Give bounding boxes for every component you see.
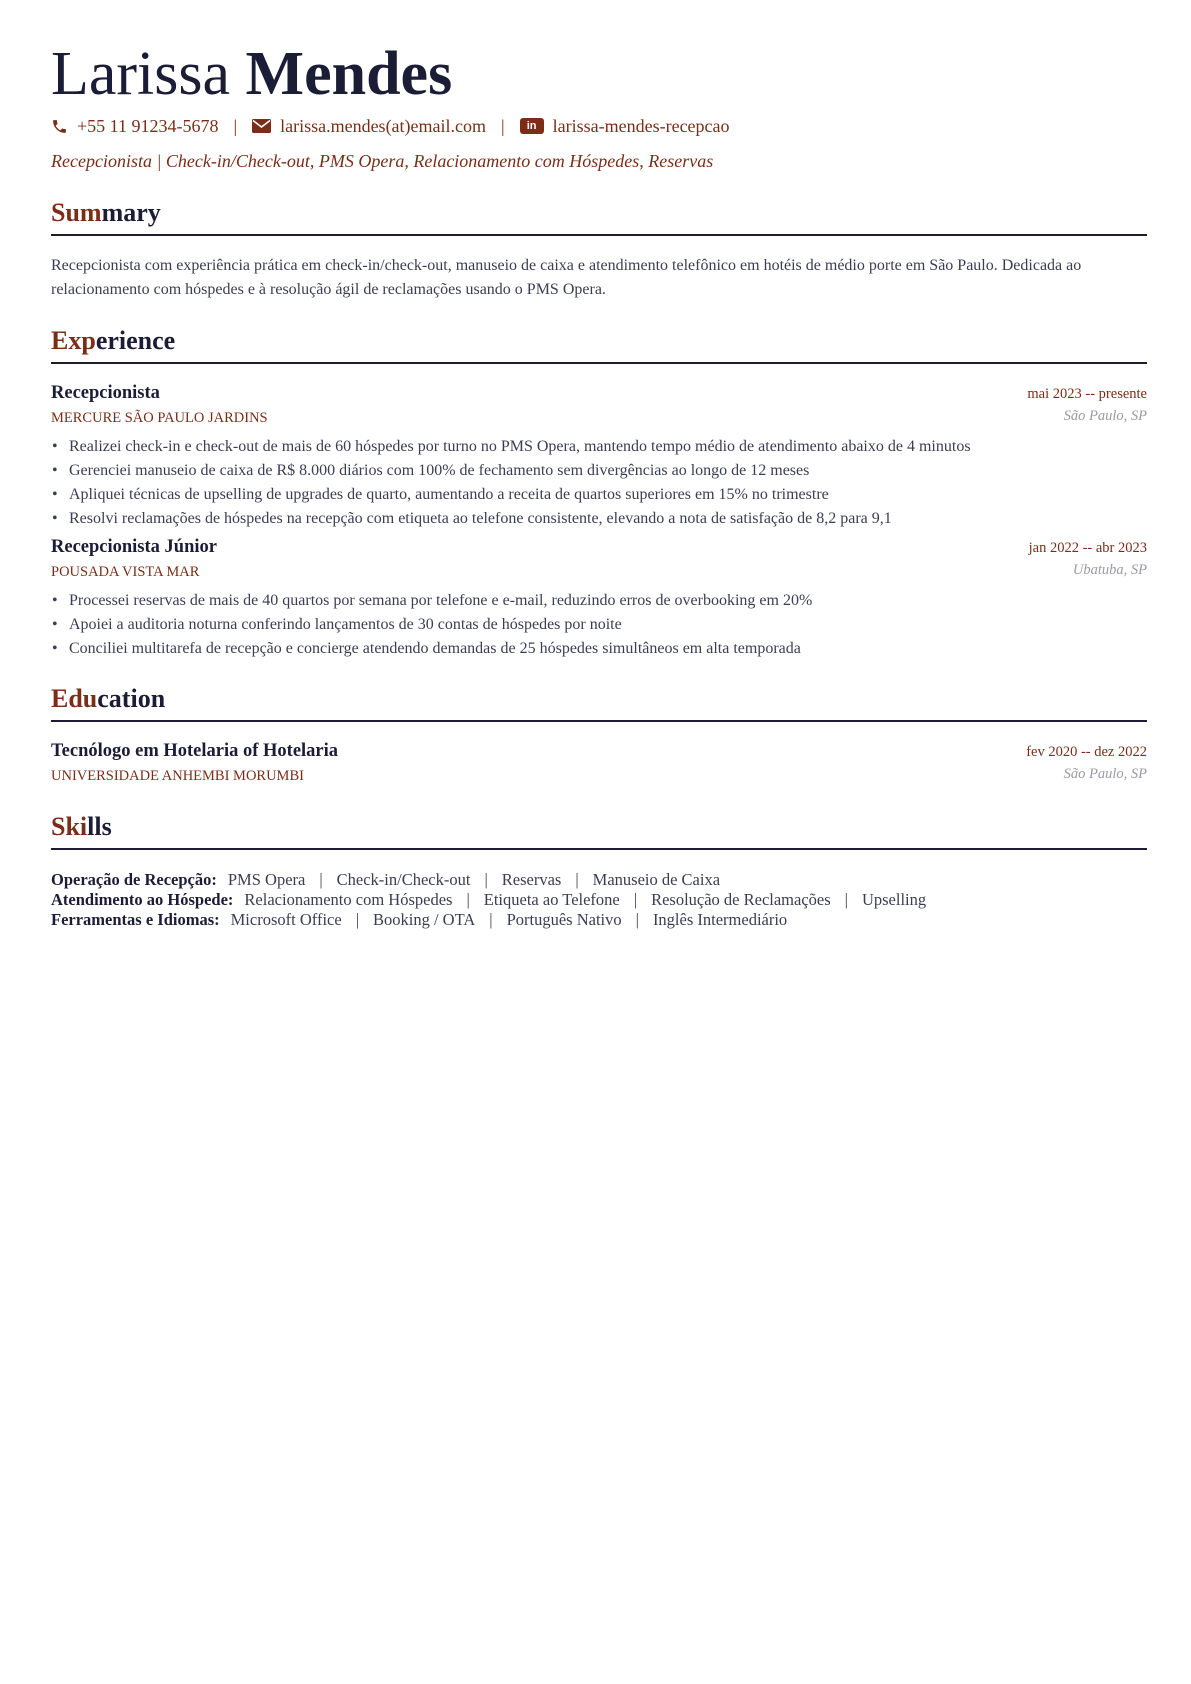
list-item: • Gerenciei manuseio de caixa de R$ 8.000 diários com 100% de fechamento sem divergências ao longo de 12 meses [51,459,1147,483]
skill-item: Português Nativo [506,910,622,929]
skill-item: Check-in/Check-out [336,870,471,889]
skill-item: Reservas [501,870,562,889]
job-dates: mai 2023 -- presente [1027,386,1147,402]
email-contact[interactable] [252,116,486,137]
skill-category: Ferramentas e Idiomas: [51,910,220,929]
list-item: • Apliquei técnicas de upselling de upgrades de quarto, aumentando a receita de quartos superiores em 15% no trimestre [51,483,1147,507]
job-dates: jan 2022 -- abr 2023 [1028,540,1147,556]
headline-tagline: Recepcionista | Check-in/Check-out, PMS Opera, Relacionamento com Hóspedes, Reservas [51,151,714,171]
job-bullets [51,589,1147,661]
list-item: • Conciliei multitarefa de recepção e concierge atendendo demandas de 25 hóspedes simultâneos em alta temporada [51,637,1147,661]
contact-separator: | [501,115,505,136]
list-item: • Resolvi reclamações de hóspedes na recepção com etiqueta ao telefone consistente, elevando a nota de satisfação de 8,2 para 9,1 [51,507,1147,531]
skill-row: Operação de Recepção: PMS Opera | Check-in/Check-out | Reservas | Manuseio de Caixa [51,870,721,889]
skill-row: Atendimento ao Hóspede: Relacionamento com Hóspedes | Etiqueta ao Telefone | Resolução de Reclamações | Upselling [51,890,927,909]
phone-icon [51,118,68,135]
section-title-education: Education [51,682,1147,722]
skill-category: Atendimento ao Hóspede: [51,890,234,909]
section-title-experience: Experience [51,324,1147,364]
school-name: UNIVERSIDADE ANHEMBI MORUMBI [51,768,304,784]
linkedin-icon: in [520,118,544,134]
degree-dates: fev 2020 -- dez 2022 [1026,744,1147,760]
job-company: POUSADA VISTA MAR [51,564,200,580]
skill-category: Operação de Recepção: [51,870,217,889]
skill-item: Booking / OTA [373,910,476,929]
phone-number: +55 11 91234-5678 [77,115,219,136]
job-location: São Paulo, SP [1063,408,1147,424]
skill-item: Manuseio de Caixa [592,870,721,889]
skill-item: Upselling [861,890,927,909]
skill-item: Resolução de Reclamações [651,890,831,909]
envelope-icon [252,119,271,133]
skill-item: Relacionamento com Hóspedes [244,890,453,909]
list-item: • Apoiei a auditoria noturna conferindo lançamentos de 30 contas de hóspedes por noite [51,613,1147,637]
list-item: • Processei reservas de mais de 40 quartos por semana por telefone e e-mail, reduzindo erros de overbooking em 20% [51,589,1147,613]
summary-text: Recepcionista com experiência prática em check-in/check-out, manuseio de caixa e atendimento telefônico em hotéis de médio porte em São Paulo. Dedicada ao relacionamento com hóspedes e à resolução ágil de reclamações usando o PMS Opera. [51,257,1082,298]
skills-list [51,870,1147,930]
phone-contact[interactable] [51,116,218,137]
contact-line [51,113,730,139]
section-title-skills: Skills [51,810,1147,850]
linkedin-handle: larissa-mendes-recepcao [552,115,730,136]
job-title: Recepcionista Júnior [51,537,217,557]
linkedin-contact[interactable] [520,116,730,137]
job-title: Recepcionista [51,383,160,403]
school-location: São Paulo, SP [1063,766,1147,782]
first-name: Larissa [51,40,231,108]
skill-item: Inglês Intermediário [652,910,788,929]
skill-item: Microsoft Office [230,910,342,929]
skill-row: Ferramentas e Idiomas: Microsoft Office | Booking / OTA | Português Nativo | Inglês Intermediário [51,910,788,929]
job-location: Ubatuba, SP [1072,562,1147,578]
candidate-name [51,36,452,112]
contact-separator: | [233,115,238,136]
list-item: • Realizei check-in e check-out de mais de 60 hóspedes por turno no PMS Opera, mantendo tempo médio de atendimento abaixo de 4 minutos [51,435,1147,459]
job-bullets [51,435,1147,531]
section-title-summary: Summary [51,196,1147,236]
degree-title: Tecnólogo em Hotelaria of Hotelaria [51,741,339,761]
skill-item: Etiqueta ao Telefone [483,890,620,909]
skill-item: PMS Opera [227,870,306,889]
email-address: larissa.mendes(at)email.com [280,115,487,136]
last-name: Mendes [245,40,453,108]
job-company: MERCURE SÃO PAULO JARDINS [51,410,268,426]
